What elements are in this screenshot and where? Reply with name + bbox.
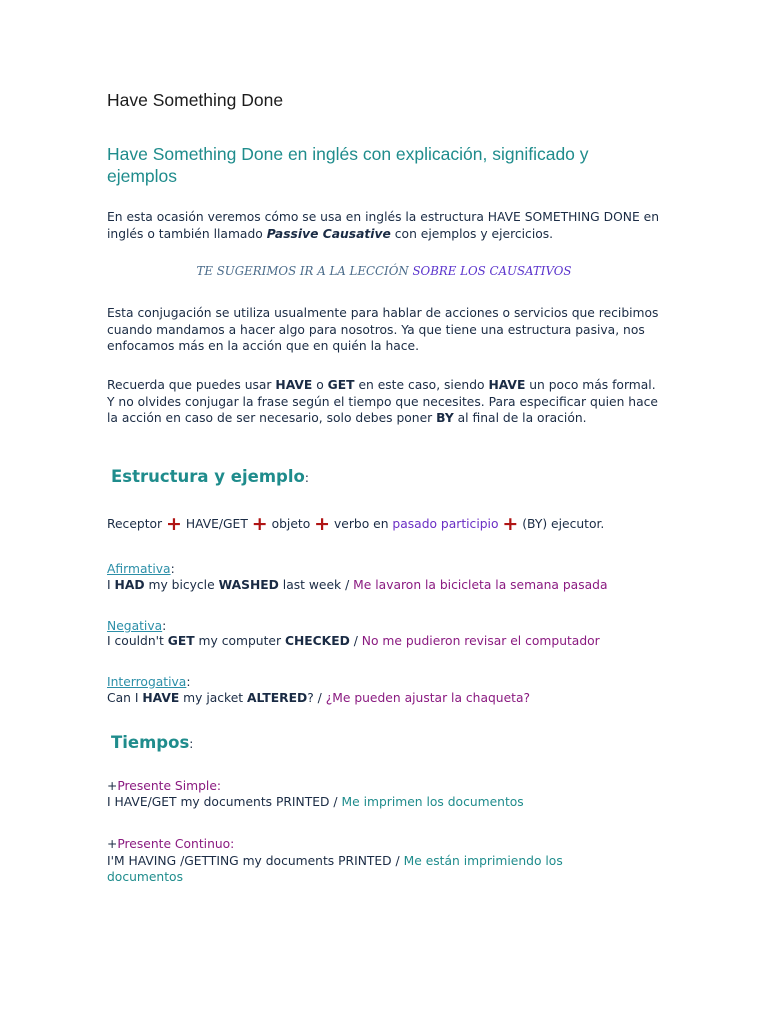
bold-verb: GET (167, 634, 195, 648)
afirmativa-link[interactable]: Afirmativa (107, 562, 171, 576)
formula-receptor: Receptor (107, 517, 166, 531)
label-colon: : (162, 619, 167, 633)
text-fragment: o (312, 378, 328, 392)
formula-have-get: HAVE/GET (181, 517, 252, 531)
formula-verbo: verbo en (330, 517, 393, 531)
intro-text-1: En esta ocasión veremos cómo se usa en inglés la estructura HAVE SOMETHING DONE en inglés o también llamado (107, 210, 660, 241)
afirmativa-label (107, 561, 175, 578)
have-get-paragraph (107, 377, 667, 427)
label-colon: : (170, 562, 175, 576)
text-fragment: I (107, 578, 115, 592)
interrogativa-example (107, 690, 530, 707)
presente-continuo-label (107, 836, 234, 853)
spanish-translation: ¿Me pueden ajustar la chaqueta? (325, 691, 531, 705)
text-fragment: al final de la oración. (453, 411, 587, 426)
interrogativa-link[interactable]: Interrogativa (107, 675, 187, 689)
usage-paragraph: Esta conjugación se utiliza usualmente para hablar de acciones o servicios que recibimos cuando mandamos a hacer algo para nosotros. Ya que tiene una estructura pasiva, nos enfocamos más en la acción que en quién la hace. (107, 306, 659, 354)
bold-have: HAVE (275, 378, 313, 392)
suggestion-text: TE SUGERIMOS IR A LA LECCIÓN (196, 264, 413, 278)
text-fragment: my bicycle (144, 578, 219, 592)
structure-heading (111, 467, 309, 486)
presente-continuo-example (107, 853, 563, 870)
text-fragment: un poco más formal. Y no olvides conjugar la frase según el tiempo que necesites. Para especificar quien hace la acción en caso de ser necesario, solo debes poner (107, 378, 658, 426)
presente-simple-label (107, 778, 221, 795)
bold-by: BY (436, 411, 454, 426)
spanish-translation-cont: documentos (107, 870, 183, 884)
plus-icon: + (314, 513, 331, 535)
plus-icon: + (107, 779, 118, 793)
causativos-lesson-link[interactable]: SOBRE LOS CAUSATIVOS (412, 264, 572, 278)
text-fragment: Recuerda que puedes usar (107, 378, 276, 392)
text-fragment: my jacket (179, 691, 248, 705)
text-fragment: my computer (194, 634, 285, 648)
tiempos-heading-text: Tiempos (111, 733, 190, 752)
bold-participle: ALTERED (247, 691, 308, 705)
plus-icon: + (166, 513, 182, 535)
bold-participle: WASHED (218, 578, 279, 592)
presente-continuo-example-cont (107, 869, 183, 886)
heading-colon: : (189, 737, 194, 751)
structure-heading-text: Estructura y ejemplo (111, 467, 305, 486)
passive-causative-term: Passive Causative (266, 226, 391, 241)
negativa-link[interactable]: Negativa (107, 619, 163, 633)
text-fragment: en este caso, siendo (354, 378, 489, 392)
afirmativa-example (107, 577, 608, 594)
text-fragment: / (349, 634, 362, 648)
intro-text-2: con ejemplos y ejercicios. (390, 226, 554, 241)
plus-icon: + (502, 513, 519, 535)
bold-verb: HAD (114, 578, 145, 592)
tense-label: Presente Continuo: (117, 837, 235, 851)
page-title: Have Something Done (107, 90, 284, 110)
plus-icon: + (107, 837, 118, 851)
bold-participle: CHECKED (284, 634, 350, 648)
english-example: I'M HAVING /GETTING my documents PRINTED / (107, 854, 404, 868)
spanish-translation: Me están imprimiendo los (403, 854, 563, 868)
text-fragment: last week / (278, 578, 354, 592)
tense-label: Presente Simple: (117, 779, 222, 793)
text-fragment: ? / (307, 691, 326, 705)
text-fragment: I couldn't (107, 634, 168, 648)
interrogativa-label (107, 674, 191, 691)
negativa-example (107, 633, 600, 650)
spanish-translation: No me pudieron revisar el computador (361, 634, 600, 648)
heading-colon: : (304, 471, 309, 485)
bold-verb: HAVE (142, 691, 180, 705)
formula-objeto: objeto (267, 517, 315, 531)
bold-get: GET (327, 378, 355, 392)
text-fragment: Can I (107, 691, 143, 705)
structure-formula (107, 513, 605, 535)
suggestion-line (0, 264, 768, 278)
english-example: I HAVE/GET my documents PRINTED / (107, 795, 342, 809)
presente-simple-example (107, 794, 524, 811)
spanish-translation: Me lavaron la bicicleta la semana pasada (353, 578, 608, 592)
spanish-translation: Me imprimen los documentos (341, 795, 524, 809)
formula-by-ejecutor: (BY) ejecutor. (518, 517, 605, 531)
formula-pasado-participio: pasado participio (392, 517, 499, 531)
tiempos-heading (111, 733, 193, 752)
plus-icon: + (251, 513, 268, 535)
page-subtitle: Have Something Done en inglés con explicación, significado y ejemplos (107, 144, 589, 186)
bold-have: HAVE (488, 378, 526, 392)
intro-paragraph (107, 209, 667, 242)
label-colon: : (186, 675, 191, 689)
